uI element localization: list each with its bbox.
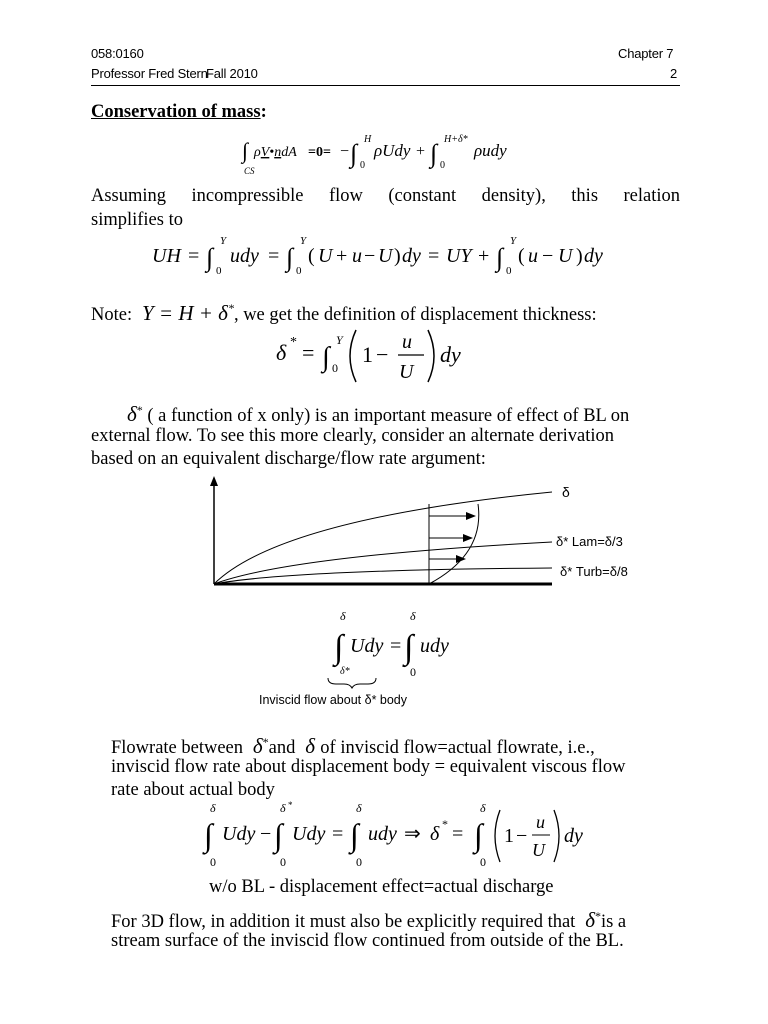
equation-displacement-thickness [272,318,472,390]
paragraph-1-line-2: simplifies to [91,210,183,230]
svg-text:−: − [340,143,350,160]
svg-text:1: 1 [362,342,373,367]
svg-text:dy: dy [440,342,461,367]
svg-text:−: − [516,825,528,847]
svg-text:dy: dy [564,825,583,847]
flowrate-line-2: inviscid flow rate about displacement body = equivalent viscous flow [111,757,626,777]
svg-text:∫: ∫ [404,629,414,666]
svg-text:=: = [452,823,464,845]
equation-uh-integral [150,232,620,280]
svg-text:δ: δ [280,801,286,815]
svg-text:1: 1 [504,825,514,847]
flowrate-line-3: rate about actual body [111,780,275,800]
svg-text:*: * [290,335,297,350]
svg-text:=: = [390,635,402,657]
svg-text:−: − [376,342,389,367]
svg-text:dy: dy [402,245,421,267]
without-bl-line: w/o BL - displacement effect=actual discharge [209,877,554,897]
svg-text:0: 0 [280,855,286,869]
svg-text:=: = [302,340,315,365]
svg-text:+: + [478,245,490,267]
svg-text:0: 0 [216,265,222,277]
svg-text:Y: Y [220,235,227,247]
svg-text:−: − [542,245,554,267]
svg-text:δ: δ [480,801,486,815]
svg-text:∫: ∫ [350,817,359,853]
svg-text:u: u [528,245,538,267]
svg-text:δ*: δ* [340,666,350,677]
svg-text:udy: udy [420,635,449,657]
y-axis-arrowhead [210,476,218,486]
svg-text:Udy: Udy [350,635,384,657]
svg-text:∫: ∫ [206,243,214,272]
chapter-label: Chapter 7 [618,46,674,61]
svg-text:=: = [428,245,440,267]
svg-text:UY: UY [446,245,472,267]
svg-text:δ: δ [210,801,216,815]
svg-text:dy: dy [584,245,603,267]
svg-text:U: U [558,245,573,267]
course-number: 058:0160 [91,46,144,61]
svg-text:0: 0 [360,160,365,171]
svg-text:U: U [318,245,333,267]
svg-text:0: 0 [332,361,338,375]
svg-text:0: 0 [296,265,302,277]
svg-text:(: ( [518,245,525,267]
svg-text:udy: udy [230,245,259,267]
svg-text:*: * [288,800,293,810]
svg-text:δ: δ [430,823,440,845]
svg-text:∫: ∫ [204,817,213,853]
flowrate-line-1: Flowrate between δ*and δ of inviscid flow=actual flowrate, i.e., [111,734,595,759]
equation-conservation-of-mass [240,128,530,178]
svg-text:Udy: Udy [292,823,326,845]
svg-text:Y: Y [336,333,343,347]
svg-text:u: u [402,331,412,353]
svg-text:U: U [378,245,393,267]
svg-text:UH: UH [152,245,181,267]
svg-text:U: U [399,361,414,383]
svg-text:ρudy: ρudy [474,141,507,160]
svg-text:∫: ∫ [430,139,438,168]
svg-text:=: = [268,245,280,267]
svg-text:=: = [188,245,200,267]
svg-text:=0=: =0= [308,145,331,160]
svg-text:∫: ∫ [474,817,483,853]
paragraph-2-line-1: δ* ( a function of x only) is an important measure of effect of BL on [127,402,630,427]
paragraph-3-line-1: For 3D flow, in addition it must also be explicitly required that δ*is a [111,908,627,933]
svg-text:Y: Y [300,235,307,247]
svg-text:+: + [416,143,426,160]
equation-flowrate-balance [200,800,600,874]
paragraph-1-line-1: Assuming incompressible flow (constant density), this relation [91,186,680,206]
label-delta: δ [562,484,570,500]
svg-text:H: H [364,134,372,145]
svg-text:U: U [532,840,545,860]
figure-caption: Inviscid flow about δ* body [259,693,408,707]
professor-name: Professor Fred Stern [91,66,208,81]
svg-text:∫: ∫ [322,342,330,373]
svg-text:Y: Y [510,235,517,247]
svg-text:∫: ∫ [274,817,283,853]
equation-inviscid-flow [320,608,470,690]
svg-text:): ) [576,245,583,267]
svg-text:*: * [442,817,448,831]
label-delta-star-lam: δ* Lam=δ/3 [556,534,623,549]
svg-text:∫: ∫ [286,243,294,272]
term: Fall 2010 [206,66,258,81]
svg-text:H+δ*: H+δ* [444,134,468,145]
svg-text:−: − [260,823,272,845]
svg-text:δ: δ [410,609,416,623]
svg-text:δ: δ [340,609,346,623]
note-line: Note: Y = H + δ*, we get the definition of displacement thickness: [91,301,597,325]
svg-text:0: 0 [356,855,362,869]
svg-text:δ: δ [356,801,362,815]
section-title: Conservation of mass: [91,102,267,122]
svg-text:0: 0 [506,265,512,277]
svg-text:0: 0 [210,855,216,869]
svg-text:δ: δ [276,340,287,365]
svg-text:u: u [352,245,362,267]
svg-text:∫: ∫ [496,243,504,272]
svg-text:0: 0 [410,665,416,679]
svg-text:−: − [364,245,376,267]
svg-text:): ) [394,245,401,267]
svg-text:u: u [536,812,545,832]
svg-text:∫: ∫ [334,629,344,666]
svg-text:∫: ∫ [242,138,249,163]
paragraph-2-line-3: based on an equivalent discharge/flow rate argument: [91,449,486,469]
svg-text:Udy: Udy [222,823,256,845]
paragraph-2-line-2: external flow. To see this more clearly, consider an alternate derivation [91,426,615,446]
svg-text:⇒: ⇒ [404,823,421,845]
svg-text:=: = [332,823,344,845]
svg-text:ρV•ndA: ρV•ndA [254,145,297,160]
paragraph-3-line-2: stream surface of the inviscid flow continued from outside of the BL. [111,931,624,951]
svg-text:ρUdy: ρUdy [374,141,411,160]
svg-text:0: 0 [480,855,486,869]
svg-text:udy: udy [368,823,397,845]
svg-text:CS: CS [244,166,255,176]
svg-text:(: ( [308,245,315,267]
label-delta-star-turb: δ* Turb=δ/8 [560,564,628,579]
svg-text:∫: ∫ [350,139,358,168]
page-number: 2 [670,66,678,81]
svg-text:0: 0 [440,160,445,171]
svg-text:+: + [336,245,348,267]
header-rule [91,85,680,86]
